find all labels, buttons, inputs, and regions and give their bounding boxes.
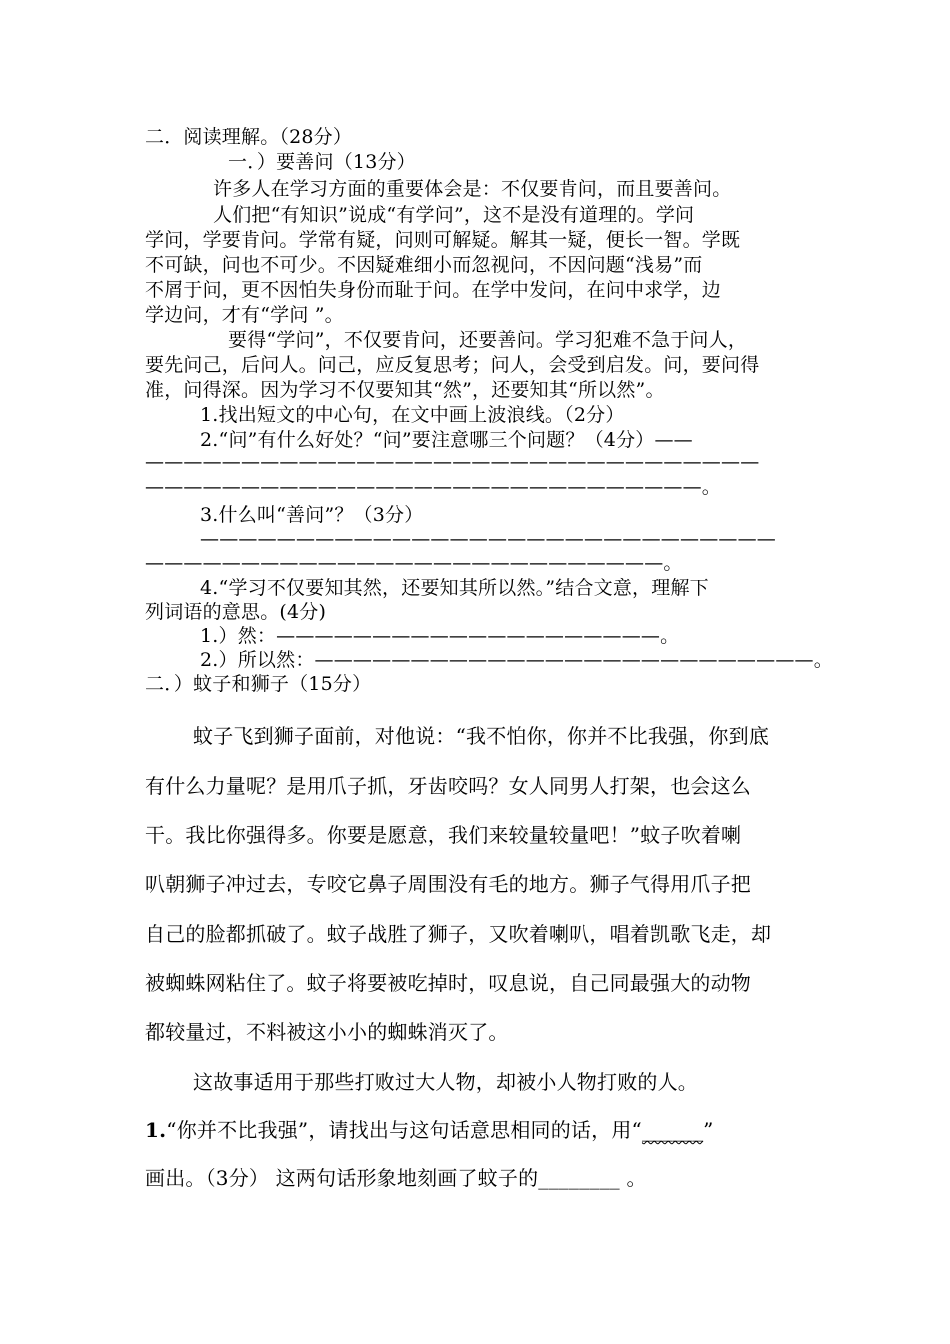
answer-line[interactable]: —————————————————————————————。 bbox=[145, 476, 721, 498]
wavy-underline-sample: ______ bbox=[641, 1118, 704, 1142]
passage2-line: 叭朝狮子冲过去，专咬它鼻子周围没有毛的地方。狮子气得用爪子把 bbox=[145, 872, 751, 896]
question-4-item-ran[interactable]: 1.）然：————————————————————。 bbox=[200, 625, 680, 647]
passage2-moral: 这故事适用于那些打败过大人物，却被小人物打败的人。 bbox=[193, 1070, 698, 1094]
question-4-item-suoyiran[interactable]: 2.）所以然：——————————————————————————。 bbox=[200, 649, 833, 671]
answer-line[interactable]: ———————————————————————————。 bbox=[145, 552, 683, 574]
passage2-line: 干。我比你强得多。你要是愿意，我们来较量较量吧！”蚊子吹着喇 bbox=[145, 823, 742, 847]
passage2-question-1 bbox=[145, 1116, 714, 1144]
passage1-line: 不屑于问，更不因怕失身份而耻于问。在学中发问，在问中求学，边 bbox=[145, 279, 722, 301]
section-title: 二．阅读理解。（28分） bbox=[145, 126, 353, 148]
passage1-line: 学边问，才有“学问 ”。 bbox=[145, 304, 344, 326]
question-text-close-quote: ” bbox=[703, 1118, 714, 1142]
passage1-line: 人们把“有知识”说成“有学问”，这不是没有道理的。学问 bbox=[213, 204, 695, 226]
passage1-line: 学问，学要肯问。学常有疑，问则可解疑。解其一疑，便长一智。学既 bbox=[145, 229, 741, 251]
passage2-line: 自己的脸都抓破了。蚊子战胜了狮子，又吹着喇叭，唱着凯歌飞走，却 bbox=[145, 922, 772, 946]
passage2-heading: 二．）蚊子和狮子（15分） bbox=[145, 673, 372, 695]
passage1-line: 要先问己，后问人。问己，应反复思考；问人，会受到启发。问，要问得 bbox=[145, 354, 760, 376]
answer-line[interactable]: —————————————————————————————— bbox=[200, 528, 776, 550]
passage1-line: 要得“学问”，不仅要肯问，还要善问。学习犯难不急于问人， bbox=[228, 329, 748, 351]
answer-line[interactable]: ———————————————————————————————— bbox=[145, 451, 760, 473]
passage2-line: 蚊子飞到狮子面前，对他说：“我不怕你，你并不比我强，你到底 bbox=[193, 724, 770, 748]
passage1-line: 不可缺，问也不可少。不因疑难细小而忽视问，不因问题“浅易”而 bbox=[145, 254, 703, 276]
question-4: 4.“学习不仅要知其然，还要知其所以然。”结合文意，理解下 bbox=[200, 577, 709, 599]
question-number: 1. bbox=[145, 1118, 167, 1142]
question-2: 2.“问”有什么好处？“问”要注意哪三个问题？（4分）—— bbox=[200, 429, 693, 451]
question-3: 3.什么叫“善问”？（3分） bbox=[200, 504, 424, 526]
question-4-continued: 列词语的意思。(4分) bbox=[145, 601, 327, 623]
passage1-line: 准，问得深。因为学习不仅要知其“然”，还要知其“所以然”。 bbox=[145, 379, 665, 401]
passage2-question-1-cont[interactable]: 画出。（3分） 这两句话形象地刻画了蚊子的________ 。 bbox=[145, 1166, 647, 1190]
passage1-line: 许多人在学习方面的重要体会是：不仅要肯问，而且要善问。 bbox=[213, 178, 732, 200]
passage2-line: 都较量过，不料被这小小的蜘蛛消灭了。 bbox=[145, 1020, 509, 1044]
passage2-line: 有什么力量呢？是用爪子抓，牙齿咬吗？女人同男人打架，也会这么 bbox=[145, 774, 751, 798]
passage1-heading: 一．）要善问（13分） bbox=[228, 151, 416, 173]
question-1: 1.找出短文的中心句，在文中画上波浪线。（2分） bbox=[200, 404, 625, 426]
passage2-line: 被蜘蛛网粘住了。蚊子将要被吃掉时，叹息说，自己同最强大的动物 bbox=[145, 971, 751, 995]
question-text: “你并不比我强”，请找出与这句话意思相同的话，用“ bbox=[166, 1118, 642, 1142]
